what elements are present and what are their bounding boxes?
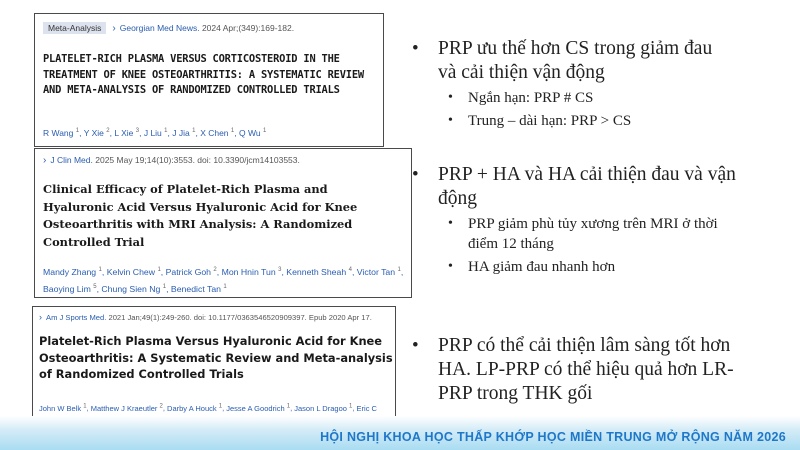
author-link[interactable]: Darby A Houck $^1$ [167,403,223,413]
bullet-2-sub-1: PRP giảm phù tủy xương trên MRI ở thời điểm 12 tháng [468,216,718,252]
journal-link[interactable]: J Clin Med. [50,155,93,165]
bullet-dot-icon: • [412,335,419,356]
article-3-title[interactable]: Platelet-Rich Plasma Versus Hyaluronic Acid for Knee Osteoarthritis: A Systematic Review and Meta-analysis of Randomized Controlled Trials [39,334,393,381]
bullet-dot-icon: • [448,113,453,128]
bullet-dot-icon: • [448,216,453,231]
article-card-2 [34,148,412,298]
author-link[interactable]: Eric C [356,403,377,413]
author-link[interactable]: Baoying Lim $^5$ [43,283,97,294]
author-link[interactable]: X Chen $^1$ [200,128,235,138]
author-link[interactable]: Patrick Goh $^2$ [165,266,217,277]
author-link[interactable]: Kenneth Sheah $^4$ [286,266,352,277]
author-link[interactable]: John W Belk $^1$ [39,403,87,413]
article-3-authors: John W Belk $^1$, Matthew J Kraeutler $^2$, Darby A Houck $^1$, Jesse A Goodrich $^1$, Jason L Dragoo $^1$, Eric C [39,401,393,427]
author-link[interactable]: Mandy Zhang $^1$ [43,266,102,277]
author-link[interactable]: Chung Sien Ng $^1$ [101,283,167,294]
author-link[interactable]: Matthew J Kraeutler $^2$ [90,403,163,413]
bullet-group-3 [412,334,742,406]
author-link[interactable]: Mon Hnin Tun $^3$ [221,266,282,277]
article-1-authors: R Wang $^1$, Y Xie $^2$, L Xie $^3$, J Liu $^1$, J Jia $^1$, X Chen $^1$, Q Wu $^1$ [43,128,267,138]
author-link[interactable]: J Liu $^1$ [143,128,168,138]
chevron-right-icon: › [43,155,47,166]
conference-footer: HỘI NGHỊ KHOA HỌC THẤP KHỚP HỌC MIỀN TRUNG MỞ RỘNG NĂM 2026 [320,430,786,444]
author-link[interactable]: Y Xie $^2$ [83,128,110,138]
bullet-1-sub-1: Ngắn hạn: PRP # CS [468,90,594,106]
article-2-title[interactable]: Clinical Efficacy of Platelet-Rich Plasma and Hyaluronic Acid Versus Hyaluronic Acid for Knee Osteoarthritis with MRI Analysis: A Randomized Controlled Trial [43,182,358,249]
author-link[interactable]: L Xie $^3$ [114,128,140,138]
bullet-dot-icon: • [448,90,453,105]
bullet-1-text: PRP ưu thế hơn CS trong giảm đau và cải thiện vận động [438,38,713,83]
bullet-1-sub-2: Trung – dài hạn: PRP > CS [468,113,632,129]
author-link[interactable]: Victor Tan $^1$ [356,266,401,277]
chevron-right-icon: › [112,23,116,34]
bullet-2-text: PRP + HA và HA cải thiện đau và vận động [438,164,736,209]
author-link[interactable]: Q Wu $^1$ [239,128,267,138]
bullet-dot-icon: • [412,38,419,59]
chevron-right-icon: › [39,312,42,322]
author-link[interactable]: Benedict Tan $^1$ [170,283,227,294]
citation: 2024 Apr;(349):169-182. [201,23,295,33]
article-card-3 [32,306,396,432]
bullet-2-sub-2: HA giảm đau nhanh hơn [468,259,616,275]
bullet-3-text: PRP có thể cải thiện lâm sàng tốt hơn HA. LP-PRP có thể hiệu quả hơn LR-PRP trong THK gối [438,335,734,404]
bullet-dot-icon: • [448,259,453,274]
author-link[interactable]: J Jia $^1$ [172,128,196,138]
citation: 2021 Jan;49(1):249-260. doi: 10.1177/0363546520909397. Epub 2020 Apr 17. [108,313,372,322]
author-link[interactable]: R Wang $^1$ [43,128,80,138]
article-1-title[interactable]: PLATELET-RICH PLASMA VERSUS CORTICOSTEROID IN THE TREATMENT OF KNEE OSTEOARTHRITIS: A SYSTEMATIC REVIEW AND META-ANALYSIS OF RANDOMIZED CONTROLLED TRIALS [43,53,364,96]
bullet-group-1 [412,37,732,131]
author-link[interactable]: Jason L Dragoo $^1$ [294,403,353,413]
journal-link[interactable]: Georgian Med News. [119,23,200,33]
article-card-1 [34,13,384,147]
article-1-journal-line [43,23,294,34]
article-3-journal-line [39,312,372,322]
author-link[interactable]: Kelvin Chew $^1$ [106,266,161,277]
journal-link[interactable]: Am J Sports Med. [46,313,107,322]
bullet-group-2 [412,163,747,277]
author-link[interactable]: Jesse A Goodrich $^1$ [226,403,291,413]
article-2-authors: Mandy Zhang $^1$, Kelvin Chew $^1$, Patrick Goh $^2$, Mon Hnin Tun $^3$, Kenneth Sheah $^4$, Victor Tan $^1$, Baoying Lim $^5$, Chung Sien Ng $^1$, Benedict Tan $^1$ [43,266,404,294]
article-type-tag: Meta-Analysis [43,22,106,34]
bullet-dot-icon: • [412,164,419,185]
article-2-journal-line [43,155,300,166]
citation: 2025 May 19;14(10):3553. doi: 10.3390/jcm14103553. [95,155,300,165]
